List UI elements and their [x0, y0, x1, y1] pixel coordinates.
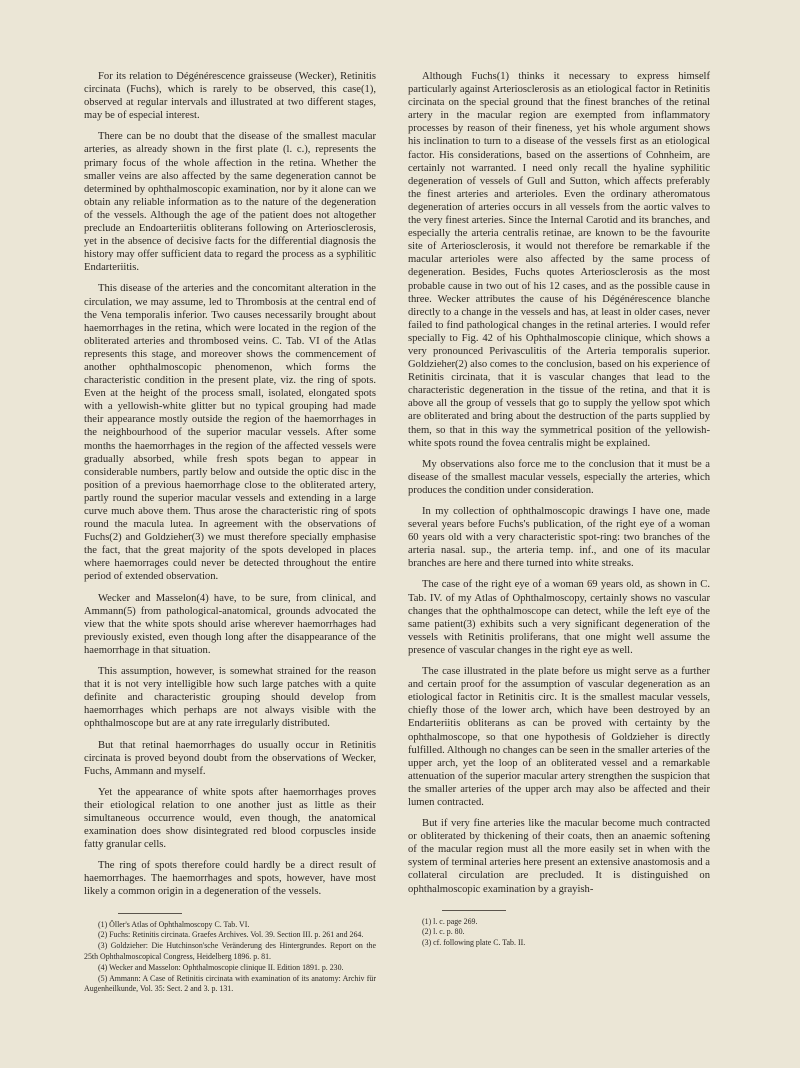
footnote-divider [118, 913, 182, 914]
left-paragraph-6: But that retinal haemorrhages do usually occur in Retinitis circinata is proved beyond doubt from the observations of Wecker, Fuchs, Ammann and myself. [84, 739, 376, 777]
left-paragraph-1: For its relation to Dégénérescence graisseuse (Wecker), Retinitis circinata (Fuchs), which is rarely to be observed, this case(1), observed at regular intervals and illustrated at two different stages, may be of especial interest. [84, 71, 376, 122]
footnote-divider-right [442, 910, 506, 911]
right-paragraph-3: In my collection of ophthalmoscopic drawings I have one, made several years before Fuchs's publication, of the right eye of a woman 60 years old with a very characteristic spot-ring: two branches of the arteria nasal. sup., the arteria temp. inf., and one of its macular branches are here and there turned into white streaks. [408, 506, 710, 570]
right-column [408, 70, 710, 949]
left-paragraph-3: This disease of the arteries and the concomitant alteration in the circulation, we may assume, led to Thrombosis at the central end of the Vena temporalis inferior. Two causes necessarily brought about haemorrhages in the retina, which were located in the region of the obliterated arteries and thrombosed veins. C. Tab. VI of the Atlas represents this stage, and moreover shows the commencement of another ophthalmoscopic phenomenon, which forms the characteristic condition in the present plate, viz. the ring of spots. Even at the height of the process small, isolated, elongated spots with a yellowish-white glitter but no typical grouping had made their appearance mostly outside the region of the haemorrhages in the neighbourhood of the superior macular vessels. After some months the haemorrhages in the region of the affected vessels were gradually absorbed, while fresh spots began to appear in considerable numbers, partly below and outside the optic disc in the position of a previous haemorrhage close to the obliterated artery, partly round the superior macular vessels and extending in a large curve much above them. Thus arose the characteristic ring of spots round the macula lutea. In agreement with the observations of Fuchs(2) and Goldzieher(3) we must therefore specially emphasise the fact, that the great majority of the spots developed in places where haemorrages could never be detected throughout the entire period of extended observation. [84, 283, 376, 583]
right-footnotes [408, 917, 710, 949]
right-paragraph-6: But if very fine arteries like the macular become much contracted or obliterated by thickening of their coats, then an anaemic softening of the macular region must all the more easily set in when with the system of terminal arteries here present an extensive anastomosis and a collateral circulation are precluded. It is distinguished on ophthalmoscopic examination by a grayish- [408, 818, 710, 895]
left-column [84, 70, 376, 995]
footnote-r1: (1) l. c. page 269. [422, 916, 478, 926]
footnote-2: (2) Fuchs: Retinitis circinata. Graefes Archives. Vol. 39. Section III. p. 261 and 264. [98, 930, 364, 940]
footnote-3: (3) Goldzieher: Die Hutchinson'sche Veränderung des Hintergrundes. Report on the 25th Ophthalmoscopical Congress, Heidelberg 1896. p. 81. [84, 941, 376, 961]
left-paragraph-2: There can be no doubt that the disease of the smallest macular arteries, as already shown in the first plate (l. c.), represents the primary focus of the whole affection in the retina. Whether the smaller veins are also affected by the same degeneration cannot be determined by ophthalmoscopic examination, nor by it alone can we obtain any reliable information as to the nature of the degeneration of the vessels. Although the age of the patient does not altogether preclude an Endoarteriitis obliterans following on Arteriosclerosis, yet in the absence of decisive facts for the differential diagnosis the history may offer sufficient data to regard the process as a syphilitic Endarteriitis. [84, 131, 376, 274]
right-paragraph-4: The case of the right eye of a woman 69 years old, as shown in C. Tab. IV. of my Atlas of Ophthalmoscopy, certainly shows no vascular changes that the ophthalmoscope can detect, while the left eye of the same patient(3) exhibits such a very significant degeneration of the vessels with Retinitis proliferans, that one might well assume the presence of vascular changes in the right eye as well. [408, 579, 710, 656]
right-paragraph-1: Although Fuchs(1) thinks it necessary to express himself particularly against Arteriosclerosis as an etiological factor in Retinitis circinata on the special ground that the finest branches of the retinal artery in the macular region are exempted from inflammatory processes by reason of their fineness, yet his whole argument shows his inclination to turn to a disease of the vessels first as an etiological factor. His considerations, based on the assertions of Cohnheim, are certainly not warranted. I need only recall the hyaline syphilitic degeneration of vessels of Gull and Sutton, which affects preferably the finest arteries and arterioles. Even the ordinary atheromatous degeneration of arteries occurs in all vessels from the aortic valves to the very finest arteries. Since the Internal Carotid and its branches, and especially the arteria centralis retinae, are known to be the favourite site of Arteriosclerosis, it would not therefore be remarkable if the macular arterioles were also affected by the same process of degeneration. Besides, Fuchs quotes Arteriosclerosis as the most probable cause in two out of his 12 cases, and as the possible cause in three. Wecker attributes the cause of his Dégénérescence blanche directly to a change in the vessels and has, at least in older cases, never failed to find pathological changes in the retinal arteries. I would refer specially to Fig. 42 of his Ophthalmoscopie clinique, which shows a very pronounced Perivasculitis of the Arteria temporalis superior. Goldzieher(2) also comes to the conclusion, based on his experience of Retinitis circinata, that it is vascular changes that lead to the characteristic degeneration in the tissue of the retina, and that it is above all the group of vessels that go to supply the yellow spot which are obliterated and bring about the destruction of the parts supplied by them, so that in this way the symmetrical position of the yellowish-white spots round the fovea centralis might be explained. [408, 71, 710, 449]
left-paragraph-8: The ring of spots therefore could hardly be a direct result of haemorrhages. The haemorrhages and spots, however, have most likely a common origin in a degeneration of the vessels. [84, 860, 376, 898]
left-paragraph-5: This assumption, however, is somewhat strained for the reason that it is not very intelligible how such large patches with a quite definite and characteristic grouping should develop from haemorrhages which perhaps are not always visible with the ophthalmoscope but are at any rate irregularly distributed. [84, 666, 376, 730]
left-paragraph-4: Wecker and Masselon(4) have, to be sure, from clinical, and Ammann(5) from pathological-anatomical, grounds advocated the view that the white spots should arise wherever haemorrhages had previously existed, even though long after the disappearance of the haemorrhage in that situation. [84, 592, 376, 656]
footnote-r3: (3) cf. following plate C. Tab. II. [422, 938, 526, 948]
footnote-1: (1) Öller's Atlas of Ophthalmoscopy C. Tab. VI. [98, 919, 250, 929]
footnote-4: (4) Wecker and Masselon: Ophthalmoscopie clinique II. Edition 1891. p. 230. [98, 962, 344, 972]
footnote-r2: (2) l. c. p. 80. [422, 927, 465, 937]
left-paragraph-7: Yet the appearance of white spots after haemorrhages proves their etiological relation to one another just as little as their simultaneous occurrence would, even though, the anatomical examination does show disintegrated red blood corpuscles inside fatty granular cells. [84, 786, 376, 851]
left-footnotes [84, 920, 376, 996]
right-paragraph-5: The case illustrated in the plate before us might serve as a further and certain proof for the assumption of vascular degeneration as an etiological factor in Retinitis circ. It is the smallest macular vessels, chiefly those of the lower arch, which have been destroyed by an Endarteriitis obliterans as can be proved with certainty by the ophthalmoscope, so that one hypothesis of Goldzieher is directly fulfilled. Although no changes can be seen in the smaller arteries of the upper arch, yet the loop of an obliterated vessel and a remarkable attenuation of the superior macular artery strengthen the suspicion that the smaller arteries of the upper arch may also be affected and their lumen contracted. [408, 666, 710, 808]
footnote-5: (5) Ammann: A Case of Retinitis circinata with examination of its anatomy: Archiv für Augenheilkunde, Vol. 35: Sect. 2 and 3. p. 131. [84, 973, 376, 994]
right-paragraph-2: My observations also force me to the conclusion that it must be a disease of the smallest macular vessels, especially the arteries, which produces the condition under consideration. [408, 458, 710, 496]
